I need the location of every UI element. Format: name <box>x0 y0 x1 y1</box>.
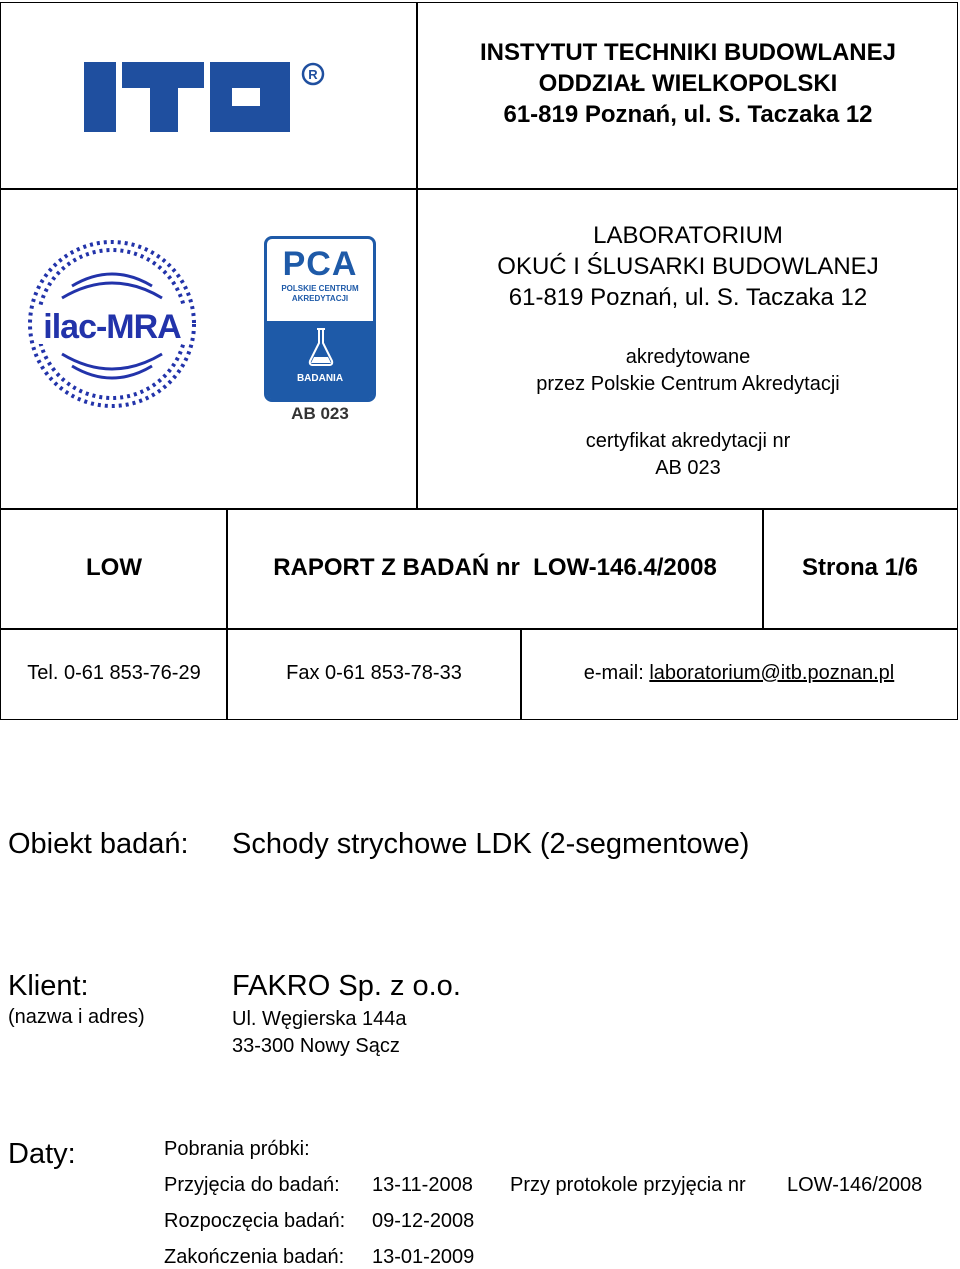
contact-email-row <box>520 662 958 685</box>
client-address-line2: 33-300 Nowy Sącz <box>232 1035 400 1057</box>
certificate-line1: certyfikat akredytacji nr <box>585 430 791 452</box>
itb-logo <box>84 58 334 134</box>
lab-name-line1: LABORATORIUM <box>593 222 783 249</box>
certificate-line2: AB 023 <box>655 457 721 479</box>
pca-code: AB 023 <box>291 404 349 423</box>
sampling-label: Pobrania próbki: <box>164 1138 310 1160</box>
start-label: Rozpoczęcia badań: <box>164 1210 346 1232</box>
client-name: FAKRO Sp. z o.o. <box>232 970 461 1002</box>
client-address <box>232 1006 407 1060</box>
test-object-value: Schody strychowe LDK (2-segmentowe) <box>232 828 750 860</box>
svg-text:R: R <box>308 67 318 82</box>
protocol-label: Przy protokole przyjęcia nr <box>510 1174 746 1196</box>
lab-address: 61-819 Poznań, ul. S. Taczaka 12 <box>508 284 868 311</box>
institute-title-block <box>418 37 958 130</box>
client-label: Klient: <box>8 970 89 1002</box>
dates-label: Daty: <box>8 1138 76 1170</box>
test-object-label: Obiekt badań: <box>8 828 189 860</box>
email-link[interactable]: laboratorium@itb.poznan.pl <box>649 662 895 684</box>
lab-info-block <box>418 220 958 313</box>
protocol-number: LOW-146/2008 <box>787 1174 923 1196</box>
ilac-mra-logo <box>26 238 198 410</box>
client-sublabel: (nazwa i adres) <box>8 1006 145 1028</box>
receipt-label: Przyjęcia do badań: <box>164 1174 340 1196</box>
institute-name: INSTYTUT TECHNIKI BUDOWLANEJ <box>480 39 896 66</box>
client-address-line1: Ul. Węgierska 144a <box>232 1008 407 1030</box>
end-label: Zakończenia badań: <box>164 1246 345 1268</box>
page-indicator: Strona 1/6 <box>801 554 919 581</box>
pca-badge-label: BADANIA <box>296 373 344 384</box>
pca-logo <box>264 236 376 402</box>
lab-name-line2: OKUĆ I ŚLUSARKI BUDOWLANEJ <box>497 253 879 280</box>
start-date: 09-12-2008 <box>372 1210 475 1232</box>
accredited-by-block <box>418 344 958 398</box>
report-title: RAPORT Z BADAŃ nr LOW-146.4/2008 <box>273 554 717 581</box>
pca-subtitle-line1: POLSKIE CENTRUM <box>281 284 359 293</box>
pca-subtitle-line2: AKREDYTACJI <box>291 294 349 303</box>
certificate-block <box>418 428 958 482</box>
accredited-line2: przez Polskie Centrum Akredytacji <box>536 373 840 395</box>
institute-branch: ODDZIAŁ WIELKOPOLSKI <box>538 70 838 97</box>
end-date: 13-01-2009 <box>372 1246 475 1268</box>
svg-text:ilac-MRA: ilac-MRA <box>43 308 181 346</box>
contact-tel: Tel. 0-61 853-76-29 <box>27 662 201 684</box>
pca-logo-text: PCA <box>282 245 358 283</box>
contact-fax: Fax 0-61 853-78-33 <box>286 662 462 684</box>
pca-badge <box>267 321 373 399</box>
flask-icon <box>307 327 335 367</box>
lab-code: LOW <box>86 554 142 581</box>
email-label: e-mail: <box>583 662 650 684</box>
receipt-date: 13-11-2008 <box>372 1174 473 1196</box>
accredited-line1: akredytowane <box>625 346 751 368</box>
institute-address: 61-819 Poznań, ul. S. Taczaka 12 <box>503 101 873 128</box>
